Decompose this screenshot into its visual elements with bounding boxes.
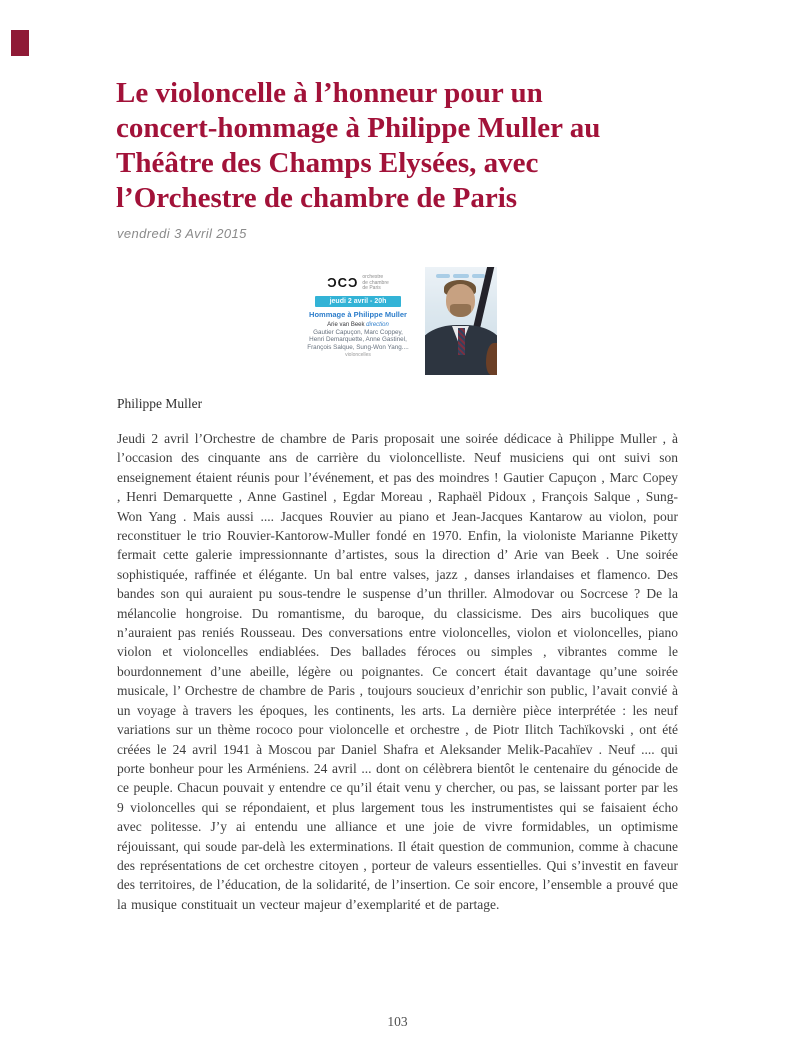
poster-date-banner: jeudi 2 avril - 20h bbox=[315, 296, 401, 307]
performer-line: François Salque, Sung-Won Yang.... bbox=[307, 343, 409, 351]
photo-header-text-blob bbox=[453, 274, 469, 278]
poster-instrument-label: violoncelles bbox=[345, 352, 371, 359]
performer-line: Henri Demarquette, Anne Gastinel, bbox=[309, 336, 407, 344]
poster-conductor-line bbox=[303, 322, 413, 329]
poster-heading: Hommage à Philippe Muller bbox=[309, 309, 407, 319]
article-body: Jeudi 2 avril l’Orchestre de chambre de Paris proposait une soirée dédicace à Philippe Muller , à l’occasion des cinquante ans de carrière du violoncelliste. Neuf musiciens qui ont suivi son enseignement étaient réunis pour l’événement, et pas des moindres ! Gautier Capuçon , Marc Copey , Henri Demarquette , Anne Gastinel , Egdar Moreau , Raphaël Pidoux , François Salque , Sung-Won Yang . Mais aussi .... Jacques Rouvier au piano et Jean-Jacques Kantarow au violon, pour reconstituer le trio Rouvier-Kantorow-Muller fondé en 1970. Enfin, la violoniste Marianne Piketty fermait cette galerie impressionnante d’artistes, sous la direction d’ Arie van Beek . Une soirée sophistiquée, raffinée et élégante. Un bal entre valses, jazz , danses irlandaises et flamenco. Des bandes son qui auraient pu sous-tendre le suspense d’un thriller. Almodovar ou Socrcese ? De la mélancolie hongroise. Du romantisme, du baroque, du classicisme. Des airs bucoliques que n’auraient pas reniés Rousseau. Des conversations entre violoncelles, violon et violoncelles, piano violon et violoncelles endiablées. Des ballades féroces ou simples , vibrantes comme le bourdonnement d’une abeille, légère ou poignantes. Ce concert était davantage qu’une soirée musicale, l’ Orchestre de chambre de Paris , toujours soucieux d’enrichir son public, l’avait convié à un voyage à travers les époques, les continents, les arts. La dernière pièce interprétée : les neuf variations sur un thème rococo pour violoncelle et orchestre , de Piotr Ilitch Tachïkovski , ont été créées le 24 avril 1941 à Moscou par Daniel Shafra et Aleksander Melik-Pacahïev . Neuf .... qui porte bonheur pour les Arméniens. 24 avril ... dont on célèbrera bientôt le centenaire du génocide de ce peuple. Chacun pouvait y entendre ce qu’il était venu y chercher, ou pas, se laissant porter par les 9 violoncelles qui se répondaient, et plus largement tous les instrumentistes qui se faisaient écho avec politesse. J’y ai entendu une alliance et une joie de vivre formidables, un optimisme réjouissant, qui soude par-delà les exterminations. Il était question de communion, comme à chacune des représentations de cet orchestre citoyen , porteur de valeurs essentielles. Qui s’investit en faveur des territoires, de l’éducation, de la solidarité, de l’insertion. Ce soir encore, l’ensemble a prouvé que la musique constituait un vecteur majeur d’exemplarité et de partage. bbox=[117, 431, 678, 912]
photo-header-text-blob bbox=[436, 274, 450, 278]
article-title bbox=[116, 76, 682, 216]
photo-caption: Philippe Muller bbox=[117, 396, 203, 411]
ocp-logo-icon: ƆCƆ bbox=[327, 275, 359, 291]
conductor-name: Arie van Beek bbox=[327, 321, 365, 328]
title-line: l’Orchestre de chambre de Paris bbox=[116, 182, 518, 214]
conductor-role: direction bbox=[366, 321, 389, 328]
title-line: concert-hommage à Philippe Muller au bbox=[116, 112, 601, 144]
corner-accent-square bbox=[11, 30, 29, 56]
poster-performer-names bbox=[303, 329, 413, 352]
logo-text-line: orchestre bbox=[362, 274, 384, 280]
philippe-muller-photo bbox=[425, 267, 497, 375]
title-line: Le violoncelle à l’honneur pour un bbox=[116, 77, 543, 109]
poster-logo bbox=[303, 275, 413, 292]
logo-text-line: de chambre bbox=[362, 279, 389, 286]
ocp-logo-text bbox=[362, 275, 388, 292]
logo-text-line: de Paris bbox=[362, 285, 381, 291]
article-date: vendredi 3 Avril 2015 bbox=[117, 226, 247, 241]
page-number: 103 bbox=[387, 1014, 408, 1029]
title-line: Théâtre des Champs Elysées, avec bbox=[116, 147, 539, 179]
beard-shape bbox=[450, 304, 471, 317]
cello-body-shape bbox=[486, 343, 497, 375]
photo-header-text-blob bbox=[472, 274, 485, 278]
performer-line: Gautier Capuçon, Marc Coppey, bbox=[313, 328, 403, 336]
tie-shape bbox=[458, 328, 465, 355]
concert-poster-image bbox=[303, 272, 413, 372]
